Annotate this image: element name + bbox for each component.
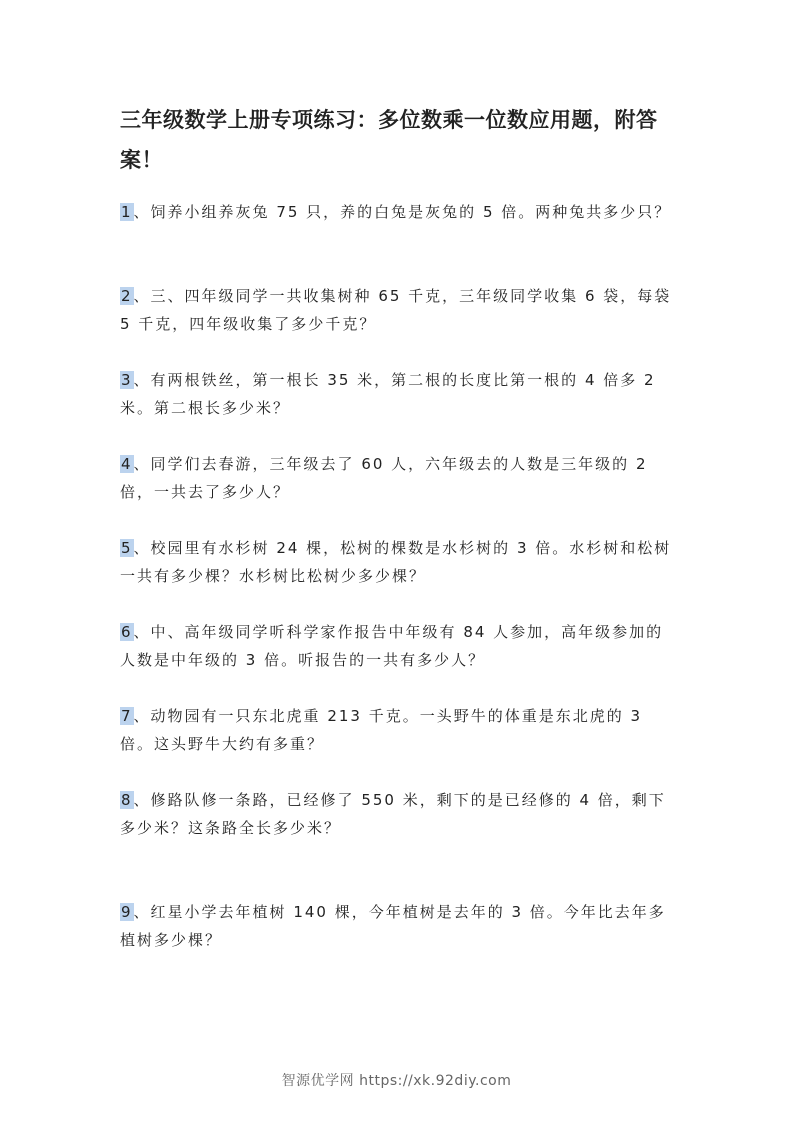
question-3 [120,366,676,422]
question-8 [120,786,676,842]
question-7 [120,702,676,758]
question-2 [120,282,676,338]
question-number: 3 [121,371,133,389]
question-1 [120,198,676,226]
question-number: 6 [121,623,133,641]
question-number: 2 [121,287,133,305]
question-number: 1 [121,203,133,221]
question-text: 、修路队修一条路，已经修了 550 米，剩下的是已经修的 4 倍，剩下多少米？这条路全长多少米？ [120,791,666,837]
question-4 [120,450,676,506]
question-number: 9 [121,903,133,921]
question-6 [120,618,676,674]
question-text: 、三、四年级同学一共收集树种 65 千克，三年级同学收集 6 袋，每袋 5 千克，四年级收集了多少千克？ [120,287,672,333]
question-9 [120,898,676,954]
question-5 [120,534,676,590]
question-text: 、校园里有水杉树 24 棵，松树的棵数是水杉树的 3 倍。水杉树和松树一共有多少棵？水杉树比松树少多少棵？ [120,539,672,585]
question-number: 5 [121,539,133,557]
question-number: 8 [121,791,133,809]
question-text: 、红星小学去年植树 140 棵，今年植树是去年的 3 倍。今年比去年多植树多少棵？ [120,903,666,949]
question-number: 7 [121,707,133,725]
page-title: 三年级数学上册专项练习：多位数乘一位数应用题，附答案！ [120,108,658,172]
question-number: 4 [121,455,133,473]
question-text: 、饲养小组养灰兔 75 只，养的白兔是灰兔的 5 倍。两种兔共多少只？ [133,203,672,221]
footer-watermark: 智源优学网 https://xk.92diy.com [281,1073,512,1089]
question-text: 、有两根铁丝，第一根长 35 米，第二根的长度比第一根的 4 倍多 2 米。第二根长多少米？ [120,371,656,417]
question-text: 、同学们去春游，三年级去了 60 人，六年级去的人数是三年级的 2 倍，一共去了多少人？ [120,455,648,501]
question-text: 、中、高年级同学听科学家作报告中年级有 84 人参加，高年级参加的人数是中年级的 3 倍。听报告的一共有多少人？ [120,623,664,669]
question-text: 、动物园有一只东北虎重 213 千克。一头野牛的体重是东北虎的 3 倍。这头野牛大约有多重？ [120,707,643,753]
